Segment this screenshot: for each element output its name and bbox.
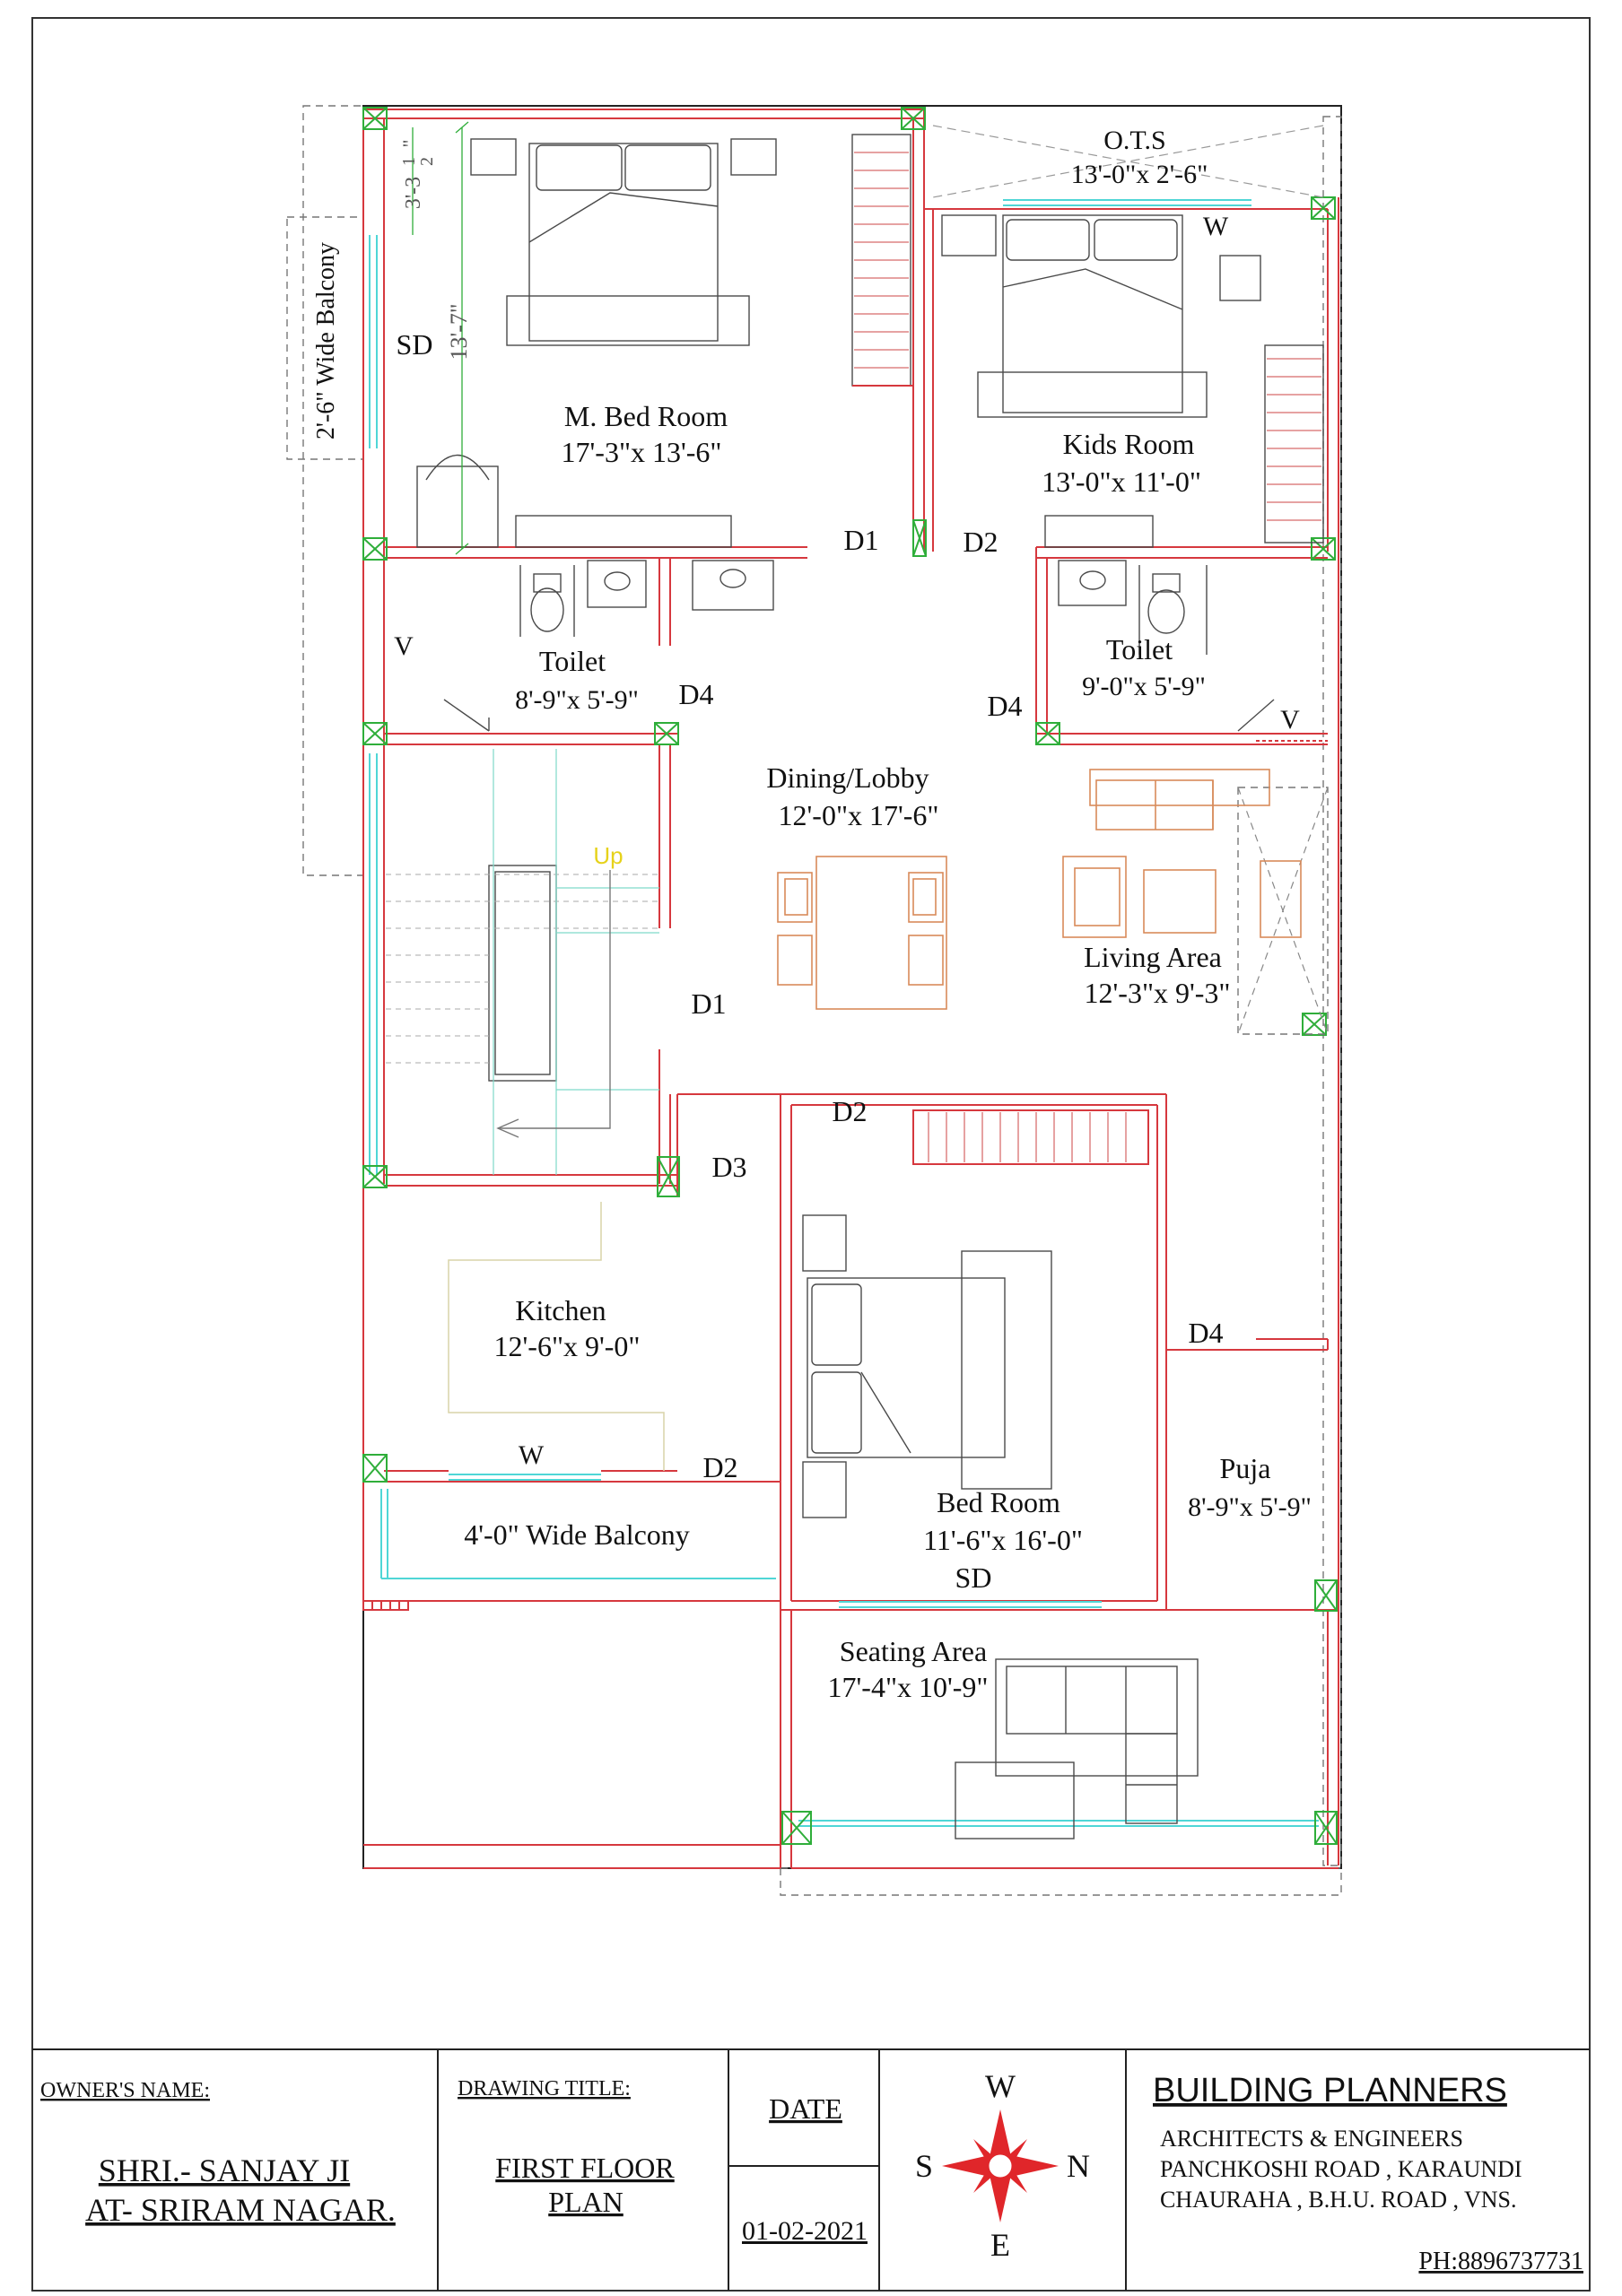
size-toilet-left: 8'-9"x 5'-9" [515,685,639,715]
opening-tags [394,212,1300,1594]
dining-table [778,857,946,1009]
tag-d2-bed: D2 [832,1095,868,1127]
dim-small-inch: " [398,139,421,148]
living-sofa-set [1063,770,1301,937]
tag-d3: D3 [711,1151,747,1183]
label-side-balcony: 2'-6" Wide Balcony [312,241,340,440]
tag-sd-bed: SD [955,1561,992,1594]
drawing-title-line-2: PLAN [548,2186,624,2218]
firm-name: BUILDING PLANNERS [1153,2072,1507,2109]
size-kids-room: 13'-0"x 11'-0" [1042,465,1201,498]
tag-v-left: V [394,631,414,661]
living-void-cross [1238,787,1328,1034]
compass-north: N [1067,2148,1090,2184]
drawing-title-label: DRAWING TITLE: [458,2077,631,2100]
tag-w-kitchen: W [518,1440,545,1470]
firm-line-2: PANCHKOSHI ROAD , KARAUNDI [1160,2156,1522,2182]
dim-small-frac-den: 2 [417,157,437,166]
label-puja: Puja [1219,1452,1271,1484]
label-toilet-right: Toilet [1105,633,1173,665]
label-living: Living Area [1084,941,1222,973]
size-master-bed: 17'-3"x 13'-6" [561,436,722,468]
size-bed-room: 11'-6"x 16'-0" [923,1524,1083,1556]
size-seating-area: 17'-4"x 10'-9" [827,1671,989,1703]
label-kids-room: Kids Room [1062,428,1195,460]
compass-south: S [914,2148,934,2184]
compass-rose-icon [942,2109,1059,2222]
size-living: 12'-3"x 9'-3" [1084,977,1231,1009]
title-block [32,2049,1590,2291]
compass-west: W [985,2068,1016,2104]
tag-d1-lobby: D1 [691,987,727,1020]
tag-d4-right: D4 [987,690,1023,722]
label-seating-area: Seating Area [839,1635,988,1667]
size-toilet-right: 9'-0"x 5'-9" [1082,672,1206,701]
structural-columns [363,108,1337,1844]
label-toilet-left: Toilet [538,645,606,677]
tag-d4-puja: D4 [1188,1317,1224,1349]
seating-area-furniture [955,1659,1198,1839]
balcony-hatch [363,1601,408,1610]
tag-w-kids: W [1202,212,1229,241]
sheet-border [32,18,1590,2291]
bedroom-furniture [803,1110,1148,1518]
date-value: 01-02-2021 [742,2216,868,2246]
tag-d2-kids: D2 [963,526,998,558]
owner-line-1: SHRI.- SANJAY JI [98,2152,351,2188]
tag-stair-up: Up [593,842,624,869]
tag-sd-master: SD [396,328,433,361]
drawing-title-line-1: FIRST FLOOR [495,2152,675,2184]
compass-east: E [990,2227,1010,2263]
label-master-bed: M. Bed Room [563,400,728,432]
label-kitchen: Kitchen [515,1294,606,1326]
tag-d2-kitchen: D2 [702,1451,738,1483]
dim-vertical-13-7: 13'-7" [446,303,472,361]
dim-small-frac-num: 1 [399,157,419,166]
firm-phone: PH:8896737731 [1418,2248,1583,2275]
dimension-text [398,140,472,361]
label-bed-room: Bed Room [937,1486,1060,1518]
tag-d1-master: D1 [843,524,879,556]
size-puja: 8'-9"x 5'-9" [1188,1492,1312,1522]
label-front-balcony: 4'-0" Wide Balcony [464,1518,690,1551]
firm-line-1: ARCHITECTS & ENGINEERS [1160,2126,1463,2152]
firm-line-3: CHAURAHA , B.H.U. ROAD , VNS. [1160,2187,1517,2213]
label-dining: Dining/Lobby [766,761,929,794]
owner-line-2: AT- SRIRAM NAGAR. [85,2192,396,2228]
size-kitchen: 12'-6"x 9'-0" [493,1330,641,1362]
dim-small-whole: 3'-3 [402,176,425,210]
tag-v-right: V [1280,705,1300,735]
size-ots: 13'-0"x 2'-6" [1070,160,1208,189]
staircase [386,749,659,1175]
date-label: DATE [769,2092,842,2125]
tag-d4-left: D4 [678,678,714,710]
label-ots: O.T.S [1103,126,1166,155]
owner-label: OWNER'S NAME: [40,2079,210,2102]
size-dining: 12'-0"x 17'-6" [778,799,939,831]
master-bed-furniture [417,135,913,547]
